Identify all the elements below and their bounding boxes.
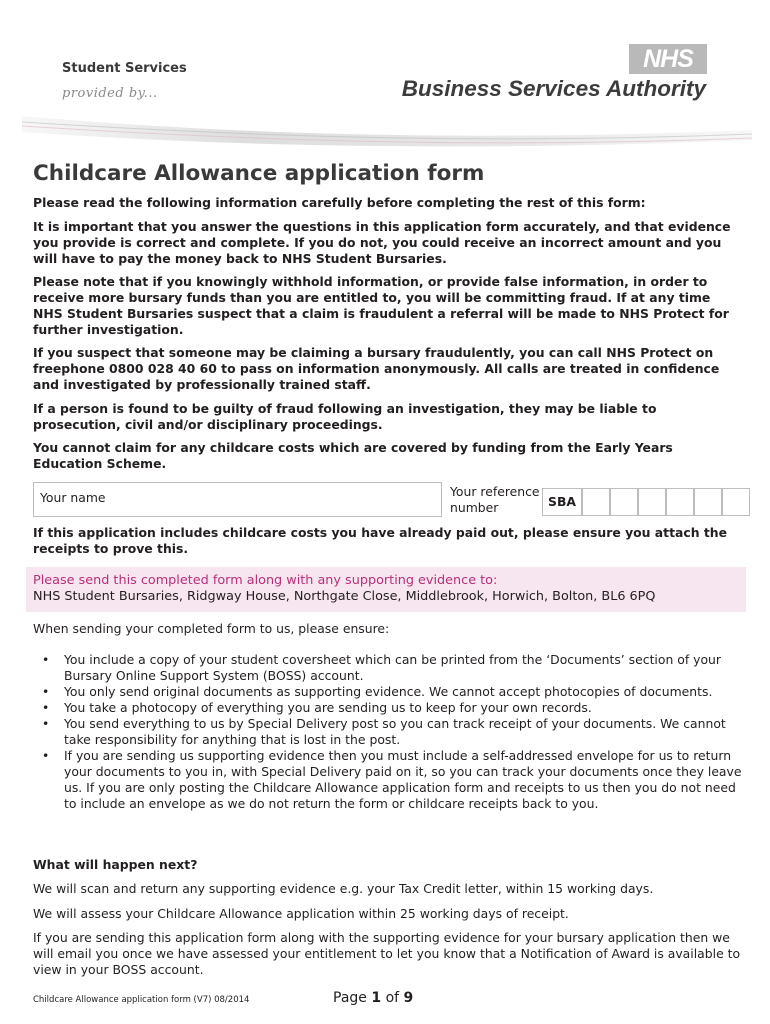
reference-digit-field[interactable] bbox=[722, 488, 750, 516]
reference-digit-field[interactable] bbox=[666, 488, 694, 516]
next-email-notification: If you are sending this application form along with the supporting evidence for your bursary application then we will email you once we have assessed your entitlement to let you know that a Notification of Award is available to view in your BOSS account. bbox=[33, 930, 741, 977]
page-title: Childcare Allowance application form bbox=[33, 161, 485, 186]
header-provided-by: provided by... bbox=[62, 86, 158, 101]
list-item: • If you are sending us supporting evidence then you must include a self-addressed envelope for us to return your documents to you in, with Special Delivery paid on it, so you can track your documents once they leave us. If you are only posting the Childcare Allowance application form and receipts to us then you do not need to include an envelope as we do not return the form or childcare receipts back to you. bbox=[42, 748, 742, 811]
next-assessment: We will assess your Childcare Allowance application within 25 working days of receipt. bbox=[33, 906, 569, 921]
reference-digit-field[interactable] bbox=[610, 488, 638, 516]
postal-address: NHS Student Bursaries, Ridgway House, Northgate Close, Middlebrook, Horwich, Bolton, BL6 6PQ bbox=[33, 589, 656, 604]
reference-digit-field[interactable] bbox=[582, 488, 610, 516]
reference-number-label: Your reference number bbox=[450, 484, 540, 515]
ensure-intro: When sending your completed form to us, please ensure: bbox=[33, 621, 390, 636]
list-item: • You send everything to us by Special Delivery post so you can track receipt of your documents. We cannot take responsibility for anything that is lost in the post. bbox=[42, 716, 726, 747]
paragraph-early-years: You cannot claim for any childcare costs which are covered by funding from the Early Years Education Scheme. bbox=[33, 440, 673, 471]
nhs-logo: NHS bbox=[629, 44, 707, 74]
bullet-icon: • bbox=[42, 748, 50, 763]
bullet-icon: • bbox=[42, 716, 50, 731]
bullet-icon: • bbox=[42, 700, 50, 715]
your-name-label: Your name bbox=[40, 490, 106, 505]
paragraph-nhs-protect: If you suspect that someone may be claiming a bursary fraudulently, you can call NHS Protect on freephone 0800 028 40 60 to pass on information anonymously. All calls are treated in confidence and investigated by professionally trained staff. bbox=[33, 345, 720, 392]
paragraph-fraud-warning: Please note that if you knowingly withhold information, or provide false information, in order to receive more bursary funds than you are entitled to, you will be committing fraud. If at any time NHS Student Bursaries suspect that a claim is fraudulent a referral will be made to NHS Protect for further investigation. bbox=[33, 274, 729, 337]
paragraph-accuracy: It is important that you answer the questions in this application form accurately, and that evidence you provide is correct and complete. If you do not, you could receive an incorrect amount and you will have to pay the money back to NHS Student Bursaries. bbox=[33, 219, 731, 266]
bullet-icon: • bbox=[42, 684, 50, 699]
bullet-icon: • bbox=[42, 652, 50, 667]
list-item: • You include a copy of your student coversheet which can be printed from the ‘Documents’ section of your Bursary Online Support System (BOSS) account. bbox=[42, 652, 721, 683]
next-scan-return: We will scan and return any supporting evidence e.g. your Tax Credit letter, within 15 working days. bbox=[33, 881, 654, 896]
ensure-list bbox=[33, 652, 743, 812]
header-authority: Business Services Authority bbox=[401, 76, 706, 101]
next-heading: What will happen next? bbox=[33, 857, 198, 872]
list-item: • You take a photocopy of everything you are sending us to keep for your own records. bbox=[42, 700, 592, 715]
reference-digit-field[interactable] bbox=[694, 488, 722, 516]
paragraph-prosecution: If a person is found to be guilty of fraud following an investigation, they may be liable to prosecution, civil and/or disciplinary proceedings. bbox=[33, 401, 657, 432]
send-heading: Please send this completed form along with any supporting evidence to: bbox=[33, 573, 498, 588]
header-swoosh-decoration bbox=[22, 108, 752, 152]
form-reference-footer: Childcare Allowance application form (V7) 08/2014 bbox=[33, 995, 250, 1005]
receipts-note: If this application includes childcare costs you have already paid out, please ensure you attach the receipts to prove this. bbox=[33, 525, 727, 556]
page-indicator: Page 1 of 9 bbox=[333, 990, 414, 1006]
reference-digit-field[interactable] bbox=[638, 488, 666, 516]
list-item: • You only send original documents as supporting evidence. We cannot accept photocopies of documents. bbox=[42, 684, 713, 699]
reference-prefix: SBA bbox=[542, 488, 582, 516]
intro-text: Please read the following information carefully before completing the rest of this form: bbox=[33, 195, 646, 210]
header-student-services: Student Services bbox=[62, 61, 187, 76]
